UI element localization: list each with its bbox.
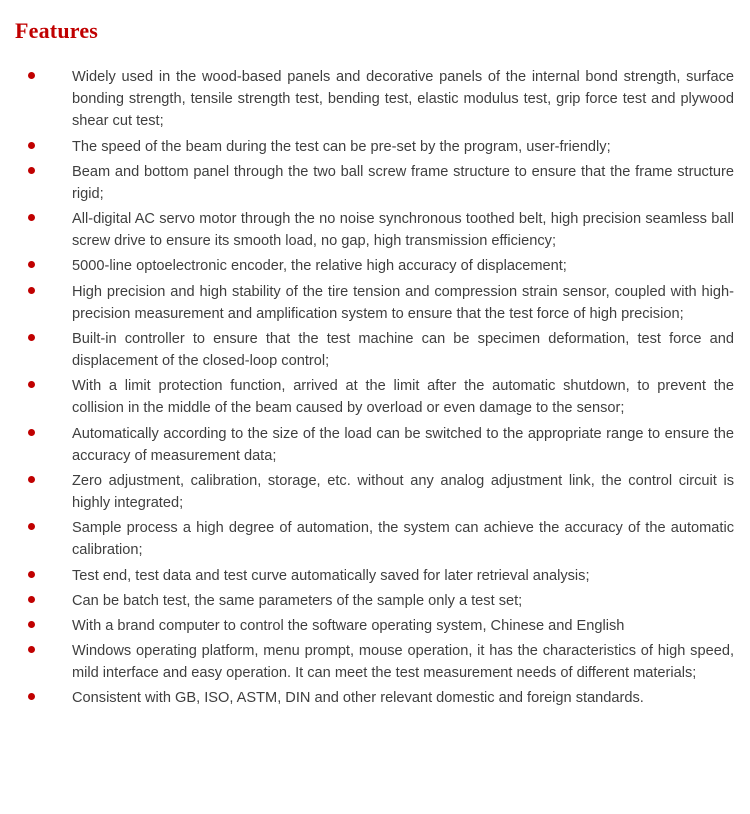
- list-item-text: Built-in controller to ensure that the test machine can be specimen deformation, test force and displacement of the closed-loop control;: [72, 330, 734, 370]
- bullet-icon: [28, 142, 35, 149]
- list-item-text: Can be batch test, the same parameters of the sample only a test set;: [72, 592, 523, 609]
- list-item: [14, 161, 736, 205]
- list-item-text: Windows operating platform, menu prompt, mouse operation, it has the characteristics of high speed, mild interface and easy operation. It can meet the test measurement needs of different materials;: [72, 643, 734, 682]
- list-item-text: Automatically according to the size of the load can be switched to the appropriate range to ensure the accuracy of measurement data;: [72, 425, 734, 464]
- bullet-icon: [28, 72, 35, 79]
- list-item: [14, 615, 736, 637]
- list-item: [14, 208, 736, 252]
- page-title: Features: [15, 18, 99, 43]
- list-item: [14, 255, 736, 277]
- list-item: [14, 423, 736, 467]
- bullet-icon: [28, 167, 35, 174]
- list-item-text: The speed of the beam during the test can be pre-set by the program, user-friendly;: [72, 138, 611, 155]
- bullet-icon: [28, 646, 35, 653]
- list-item-text: High precision and high stability of the tire tension and compression strain sensor, coupled with high-precision measurement and amplification system to ensure that the test force of high precision;: [72, 283, 734, 322]
- list-item: [14, 66, 736, 133]
- bullet-icon: [28, 214, 35, 221]
- list-item-text: With a brand computer to control the software operating system, Chinese and English: [72, 617, 625, 634]
- list-item: [14, 328, 736, 372]
- list-item: [14, 470, 736, 514]
- list-item-text: All-digital AC servo motor through the no noise synchronous toothed belt, high precision seamless ball screw drive to ensure its smooth load, no gap, high transmission efficiency;: [72, 211, 734, 250]
- list-item-text: Widely used in the wood-based panels and decorative panels of the internal bond strength, surface bonding strength, tensile strength test, bending test, elastic modulus test, grip force test and plywood shear cut test;: [72, 69, 734, 130]
- list-item-text: 5000-line optoelectronic encoder, the relative high accuracy of displacement;: [72, 258, 567, 275]
- list-item-text: With a limit protection function, arrived at the limit after the automatic shutdown, to prevent the collision in the middle of the beam caused by overload or even damage to the sensor;: [72, 378, 734, 417]
- list-item-text: Beam and bottom panel through the two ball screw frame structure to ensure that the frame structure rigid;: [72, 163, 734, 202]
- list-item-text: Zero adjustment, calibration, storage, etc. without any analog adjustment link, the control circuit is highly integrated;: [72, 472, 734, 512]
- bullet-icon: [28, 287, 35, 294]
- bullet-icon: [28, 523, 35, 530]
- bullet-icon: [28, 571, 35, 578]
- bullet-icon: [28, 429, 35, 436]
- bullet-icon: [28, 334, 35, 341]
- list-item: [14, 136, 736, 158]
- list-item-text: Sample process a high degree of automation, the system can achieve the accuracy of the automatic calibration;: [72, 520, 734, 559]
- list-item: [14, 281, 736, 325]
- list-item: [14, 375, 736, 419]
- bullet-icon: [28, 381, 35, 388]
- list-item: [14, 590, 736, 612]
- bullet-icon: [28, 596, 35, 603]
- features-list: [14, 66, 736, 710]
- list-item-text: Consistent with GB, ISO, ASTM, DIN and other relevant domestic and foreign standards.: [72, 690, 644, 707]
- list-item: [14, 640, 736, 684]
- bullet-icon: [28, 476, 35, 483]
- list-item: [14, 687, 736, 709]
- list-item: [14, 517, 736, 561]
- bullet-icon: [28, 261, 35, 268]
- bullet-icon: [28, 693, 35, 700]
- bullet-icon: [28, 621, 35, 628]
- list-item: [14, 565, 736, 587]
- list-item-text: Test end, test data and test curve automatically saved for later retrieval analysis;: [72, 567, 590, 584]
